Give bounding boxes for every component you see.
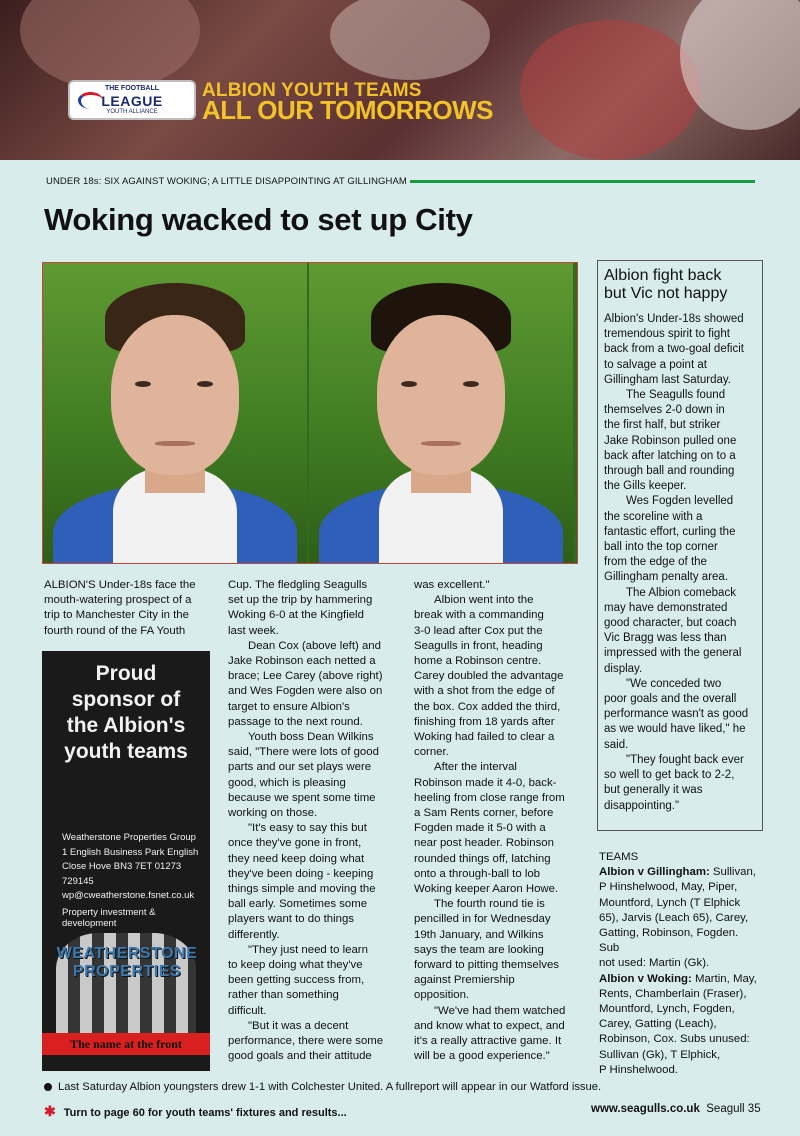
football-league-logo bbox=[70, 82, 194, 118]
text-line: themselves 2-0 down in bbox=[604, 404, 725, 417]
text-line: the Gills keeper. bbox=[604, 480, 687, 493]
text-line: difficult. bbox=[228, 1004, 267, 1017]
text-line: rounded things off, latching bbox=[414, 852, 551, 865]
logo-top-text: THE FOOTBALL bbox=[104, 85, 160, 92]
text-line: to keep doing what they've bbox=[228, 959, 363, 972]
text-line: good, which is pleasing bbox=[228, 776, 346, 789]
paragraph bbox=[414, 1004, 588, 1065]
banner-title-line1: ALBION YOUTH TEAMS bbox=[202, 80, 422, 101]
text-line: but generally it was bbox=[604, 784, 703, 797]
paragraph bbox=[228, 821, 400, 943]
photo-background bbox=[20, 0, 200, 90]
text-line: it's a really attractive game. It bbox=[414, 1035, 562, 1048]
text-line: tremendous spirit to fight bbox=[604, 328, 730, 341]
player-photo-right bbox=[309, 263, 573, 563]
article-headline: Woking wacked to set up City bbox=[44, 202, 473, 237]
text-line: ball early. Sometimes some bbox=[228, 898, 368, 911]
text-line: Youth boss Dean Wilkins bbox=[248, 731, 374, 744]
text-line: a Sam Rents corner, before bbox=[414, 807, 554, 820]
text-line: opposition. bbox=[414, 989, 470, 1002]
text-line: Carey doubled the advantage bbox=[414, 670, 564, 683]
text-line: "We conceded two bbox=[626, 677, 722, 690]
text-line: Dean Cox (above left) and bbox=[248, 639, 381, 652]
paragraph bbox=[604, 586, 760, 677]
paragraph bbox=[228, 1019, 400, 1065]
teams-gillingham-label: Albion v Gillingham: bbox=[599, 866, 710, 879]
footer-note-text: Last Saturday Albion youngsters drew 1-1 with Colchester United. A fullreport will appear in our Watford issue. bbox=[58, 1081, 602, 1093]
text-line: not used: Martin (Gk). bbox=[599, 957, 710, 970]
text-line: Woking 6-0 at the Kingfield bbox=[228, 609, 364, 622]
text-line: impressed with the general bbox=[604, 647, 742, 660]
text-line: the box. Cox added the third, bbox=[414, 700, 561, 713]
header-banner bbox=[0, 0, 800, 160]
sidebar-title: Albion fight back but Vic not happy bbox=[604, 267, 728, 302]
ad-email: wp@cweatherstone.fsnet.co.uk bbox=[62, 890, 195, 901]
text-line: working on those. bbox=[228, 807, 318, 820]
text-line: says the team are looking bbox=[414, 943, 544, 956]
text-line: Cup. The fledgling Seagulls bbox=[228, 579, 368, 591]
ad-contact-details: Weatherstone Properties Group 1 English Business Park English Close Hove BN3 7ET 01273 729145 wp@cweatherstone.fsnet.co.uk bbox=[62, 832, 199, 901]
text-line: with a shot from the edge of bbox=[414, 685, 555, 698]
article-intro bbox=[44, 578, 210, 639]
sidebar-box bbox=[597, 260, 763, 831]
text-line: After the interval bbox=[434, 761, 517, 774]
text-line: The fourth round tie is bbox=[434, 898, 545, 911]
ad-red-banner: The name at the front bbox=[42, 1033, 210, 1055]
text-line: 19th January, and Wilkins bbox=[414, 928, 544, 941]
teams-gillingham bbox=[599, 865, 761, 971]
text-line: display. bbox=[604, 662, 643, 675]
text-line: Woking had failed to clear a bbox=[414, 731, 555, 744]
text-line: pencilled in for Wednesday bbox=[414, 913, 551, 926]
text-line: Sullivan (Gk), T Elphick, bbox=[599, 1048, 721, 1061]
paragraph bbox=[604, 388, 760, 494]
text-line: Wes Fogden levelled bbox=[626, 495, 734, 508]
text-line: said, "There were lots of good bbox=[228, 746, 379, 759]
text-line: may have demonstrated bbox=[604, 601, 728, 614]
text-line: "It's easy to say this but bbox=[248, 822, 367, 835]
text-line: fourth round of the FA Youth bbox=[44, 624, 186, 637]
text-line: passage to the next round. bbox=[228, 715, 363, 728]
paragraph bbox=[228, 730, 400, 821]
text-line: they've been doing - keeping bbox=[228, 867, 374, 880]
sponsor-advert bbox=[42, 651, 210, 1071]
text-line: mouth-watering prospect of a bbox=[44, 594, 192, 607]
text-line: Sullivan, bbox=[709, 866, 756, 879]
text-line: back after latching on to a bbox=[604, 449, 736, 462]
text-line: Mountford, Lynch, Fogden, bbox=[599, 1003, 735, 1016]
text-line: Robinson made it 4-0, back- bbox=[414, 776, 557, 789]
teams-woking-label: Albion v Woking: bbox=[599, 972, 692, 985]
text-line: finishing from 18 yards after bbox=[414, 715, 555, 728]
text-line: good character, but coach bbox=[604, 617, 737, 630]
paragraph bbox=[414, 578, 588, 593]
text-line: Seagulls in front, heading bbox=[414, 639, 543, 652]
text-line: the first half, but striker bbox=[604, 419, 721, 432]
text-line: Vic Bragg was less than bbox=[604, 632, 727, 645]
text-line: was excellent." bbox=[414, 579, 490, 591]
text-line: trip to Manchester City in the bbox=[44, 609, 189, 622]
text-line: because we spent some time bbox=[228, 791, 376, 804]
text-line: been getting success from, bbox=[228, 974, 365, 987]
fixtures-text: Turn to page 60 for youth teams' fixtures and results... bbox=[63, 1107, 347, 1119]
section-subhead: UNDER 18s: SIX AGAINST WOKING; A LITTLE DISAPPOINTING AT GILLINGHAM bbox=[46, 176, 407, 187]
paragraph bbox=[604, 753, 760, 814]
text-line: set up the trip by hammering bbox=[228, 594, 373, 607]
text-line: Woking keeper Aaron Howe. bbox=[414, 883, 559, 896]
text-line: Rents, Chamberlain (Fraser), bbox=[599, 987, 747, 1000]
paragraph bbox=[604, 494, 760, 585]
photo-background bbox=[520, 20, 700, 160]
text-line: Fogden made it 5-0 with a bbox=[414, 822, 546, 835]
text-line: 65), Jarvis (Leach 65), Carey, bbox=[599, 911, 749, 924]
text-line: will be a good experience." bbox=[414, 1050, 550, 1063]
website-link[interactable]: www.seagulls.co.uk bbox=[591, 1103, 700, 1115]
text-line: performance, there were some bbox=[228, 1035, 384, 1048]
ad-shirt-sponsor-text: WEATHERSTONE PROPERTIES bbox=[56, 945, 198, 980]
text-line: forward to pitting themselves bbox=[414, 959, 559, 972]
text-line: Jake Robinson pulled one bbox=[604, 434, 737, 447]
text-line: back from a two-goal deficit bbox=[604, 343, 744, 356]
teams-box bbox=[599, 850, 761, 1078]
text-line: once they've gone in front, bbox=[228, 837, 362, 850]
text-line: "But it was a decent bbox=[248, 1019, 349, 1032]
players-photo bbox=[42, 262, 578, 564]
ad-tagline: Property investment & development bbox=[62, 907, 156, 929]
text-line: near post header. Robinson bbox=[414, 837, 554, 850]
text-line: Gillingham last Saturday. bbox=[604, 373, 731, 386]
text-line: so well to get back to 2-2, bbox=[604, 769, 735, 782]
text-line: Robinson, Cox. Subs unused: bbox=[599, 1033, 750, 1046]
text-line: performance wasn't as good bbox=[604, 708, 749, 721]
text-line: "We've had them watched bbox=[434, 1004, 566, 1017]
text-line: Gatting, Robinson, Fogden. Sub bbox=[599, 927, 739, 955]
text-line: "They just need to learn bbox=[248, 943, 368, 956]
text-line: break with a commanding bbox=[414, 609, 544, 622]
text-line: players want to do things bbox=[228, 913, 355, 926]
text-line: P Hinshelwood, May, Piper, bbox=[599, 881, 738, 894]
photo-background bbox=[330, 0, 490, 80]
text-line: ALBION'S Under-18s face the bbox=[44, 579, 196, 591]
text-line: onto a through-ball to lob bbox=[414, 867, 541, 880]
text-line: to salvage a point at bbox=[604, 358, 707, 371]
text-line: brace; Lee Carey (above right) bbox=[228, 670, 383, 683]
text-line: parts and our set plays were bbox=[228, 761, 372, 774]
paragraph bbox=[414, 897, 588, 1003]
text-line: disappointing." bbox=[604, 799, 680, 812]
text-line: differently. bbox=[228, 928, 280, 941]
text-line: fantastic effort, curling the bbox=[604, 525, 736, 538]
text-line: 3-0 lead after Cox put the bbox=[414, 624, 543, 637]
text-line: P Hinshelwood. bbox=[599, 1063, 678, 1076]
asterisk-icon: ✱ bbox=[44, 1103, 56, 1119]
teams-heading: TEAMS bbox=[599, 851, 639, 863]
page-number: Seagull 35 bbox=[706, 1103, 761, 1115]
text-line: and know what to expect, and bbox=[414, 1019, 565, 1032]
text-line: last week. bbox=[228, 624, 279, 637]
article-column-2 bbox=[228, 578, 400, 1065]
paragraph bbox=[228, 943, 400, 1019]
text-line: against Premiership bbox=[414, 974, 515, 987]
text-line: target to ensure Albion's bbox=[228, 700, 350, 713]
text-line: The Albion comeback bbox=[626, 586, 736, 599]
footer-note bbox=[44, 1081, 601, 1093]
paragraph bbox=[604, 677, 760, 753]
text-line: from the edge of the bbox=[604, 556, 707, 569]
paragraph bbox=[604, 312, 760, 388]
text-line: poor goals and the overall bbox=[604, 693, 737, 706]
article-column-3 bbox=[414, 578, 588, 1065]
text-line: rather than something bbox=[228, 989, 339, 1002]
text-line: through ball and rounding bbox=[604, 465, 735, 478]
bullet-icon bbox=[44, 1083, 52, 1091]
text-line: "They fought back ever bbox=[626, 753, 744, 766]
text-line: Gillingham penalty area. bbox=[604, 571, 729, 584]
text-line: the scoreline with a bbox=[604, 510, 703, 523]
text-line: things simple and moving the bbox=[228, 883, 376, 896]
text-line: as we would have liked," he bbox=[604, 723, 746, 736]
sidebar-body bbox=[604, 312, 760, 814]
banner-title-line2: ALL OUR TOMORROWS bbox=[202, 95, 493, 125]
paragraph bbox=[228, 639, 400, 730]
text-line: Mountford, Lynch (T Elphick bbox=[599, 896, 741, 909]
text-line: ball into the top corner bbox=[604, 541, 718, 554]
text-line: home a Robinson centre. bbox=[414, 655, 542, 668]
paragraph bbox=[228, 578, 400, 639]
page-footer bbox=[591, 1103, 761, 1115]
paragraph bbox=[414, 593, 588, 760]
text-line: they need keep doing what bbox=[228, 852, 365, 865]
logo-sub-text: YOUTH ALLIANCE bbox=[106, 109, 158, 115]
text-line: good goals and their attitude bbox=[228, 1050, 372, 1063]
text-line: said. bbox=[604, 738, 629, 751]
fixtures-pointer bbox=[44, 1103, 347, 1120]
text-line: Carey, Gatting (Leach), bbox=[599, 1018, 717, 1031]
teams-woking bbox=[599, 972, 761, 1078]
text-line: Albion went into the bbox=[434, 594, 534, 607]
logo-main-text: LEAGUE bbox=[101, 93, 163, 109]
photo-background bbox=[680, 0, 800, 130]
text-line: Martin, May, bbox=[691, 972, 757, 985]
text-line: Albion's Under-18s showed bbox=[604, 313, 744, 325]
subhead-rule bbox=[410, 180, 755, 183]
text-line: corner. bbox=[414, 746, 449, 759]
text-line: and Wes Fogden were also on bbox=[228, 685, 383, 698]
paragraph bbox=[414, 760, 588, 897]
text-line: Jake Robinson each netted a bbox=[228, 655, 376, 668]
text-line: The Seagulls found bbox=[626, 389, 726, 402]
ad-headline: Proud sponsor of the Albion's youth teams bbox=[64, 662, 188, 763]
text-line: heeling from close range from bbox=[414, 791, 565, 804]
player-photo-left bbox=[43, 263, 307, 563]
intro-para bbox=[44, 578, 210, 639]
